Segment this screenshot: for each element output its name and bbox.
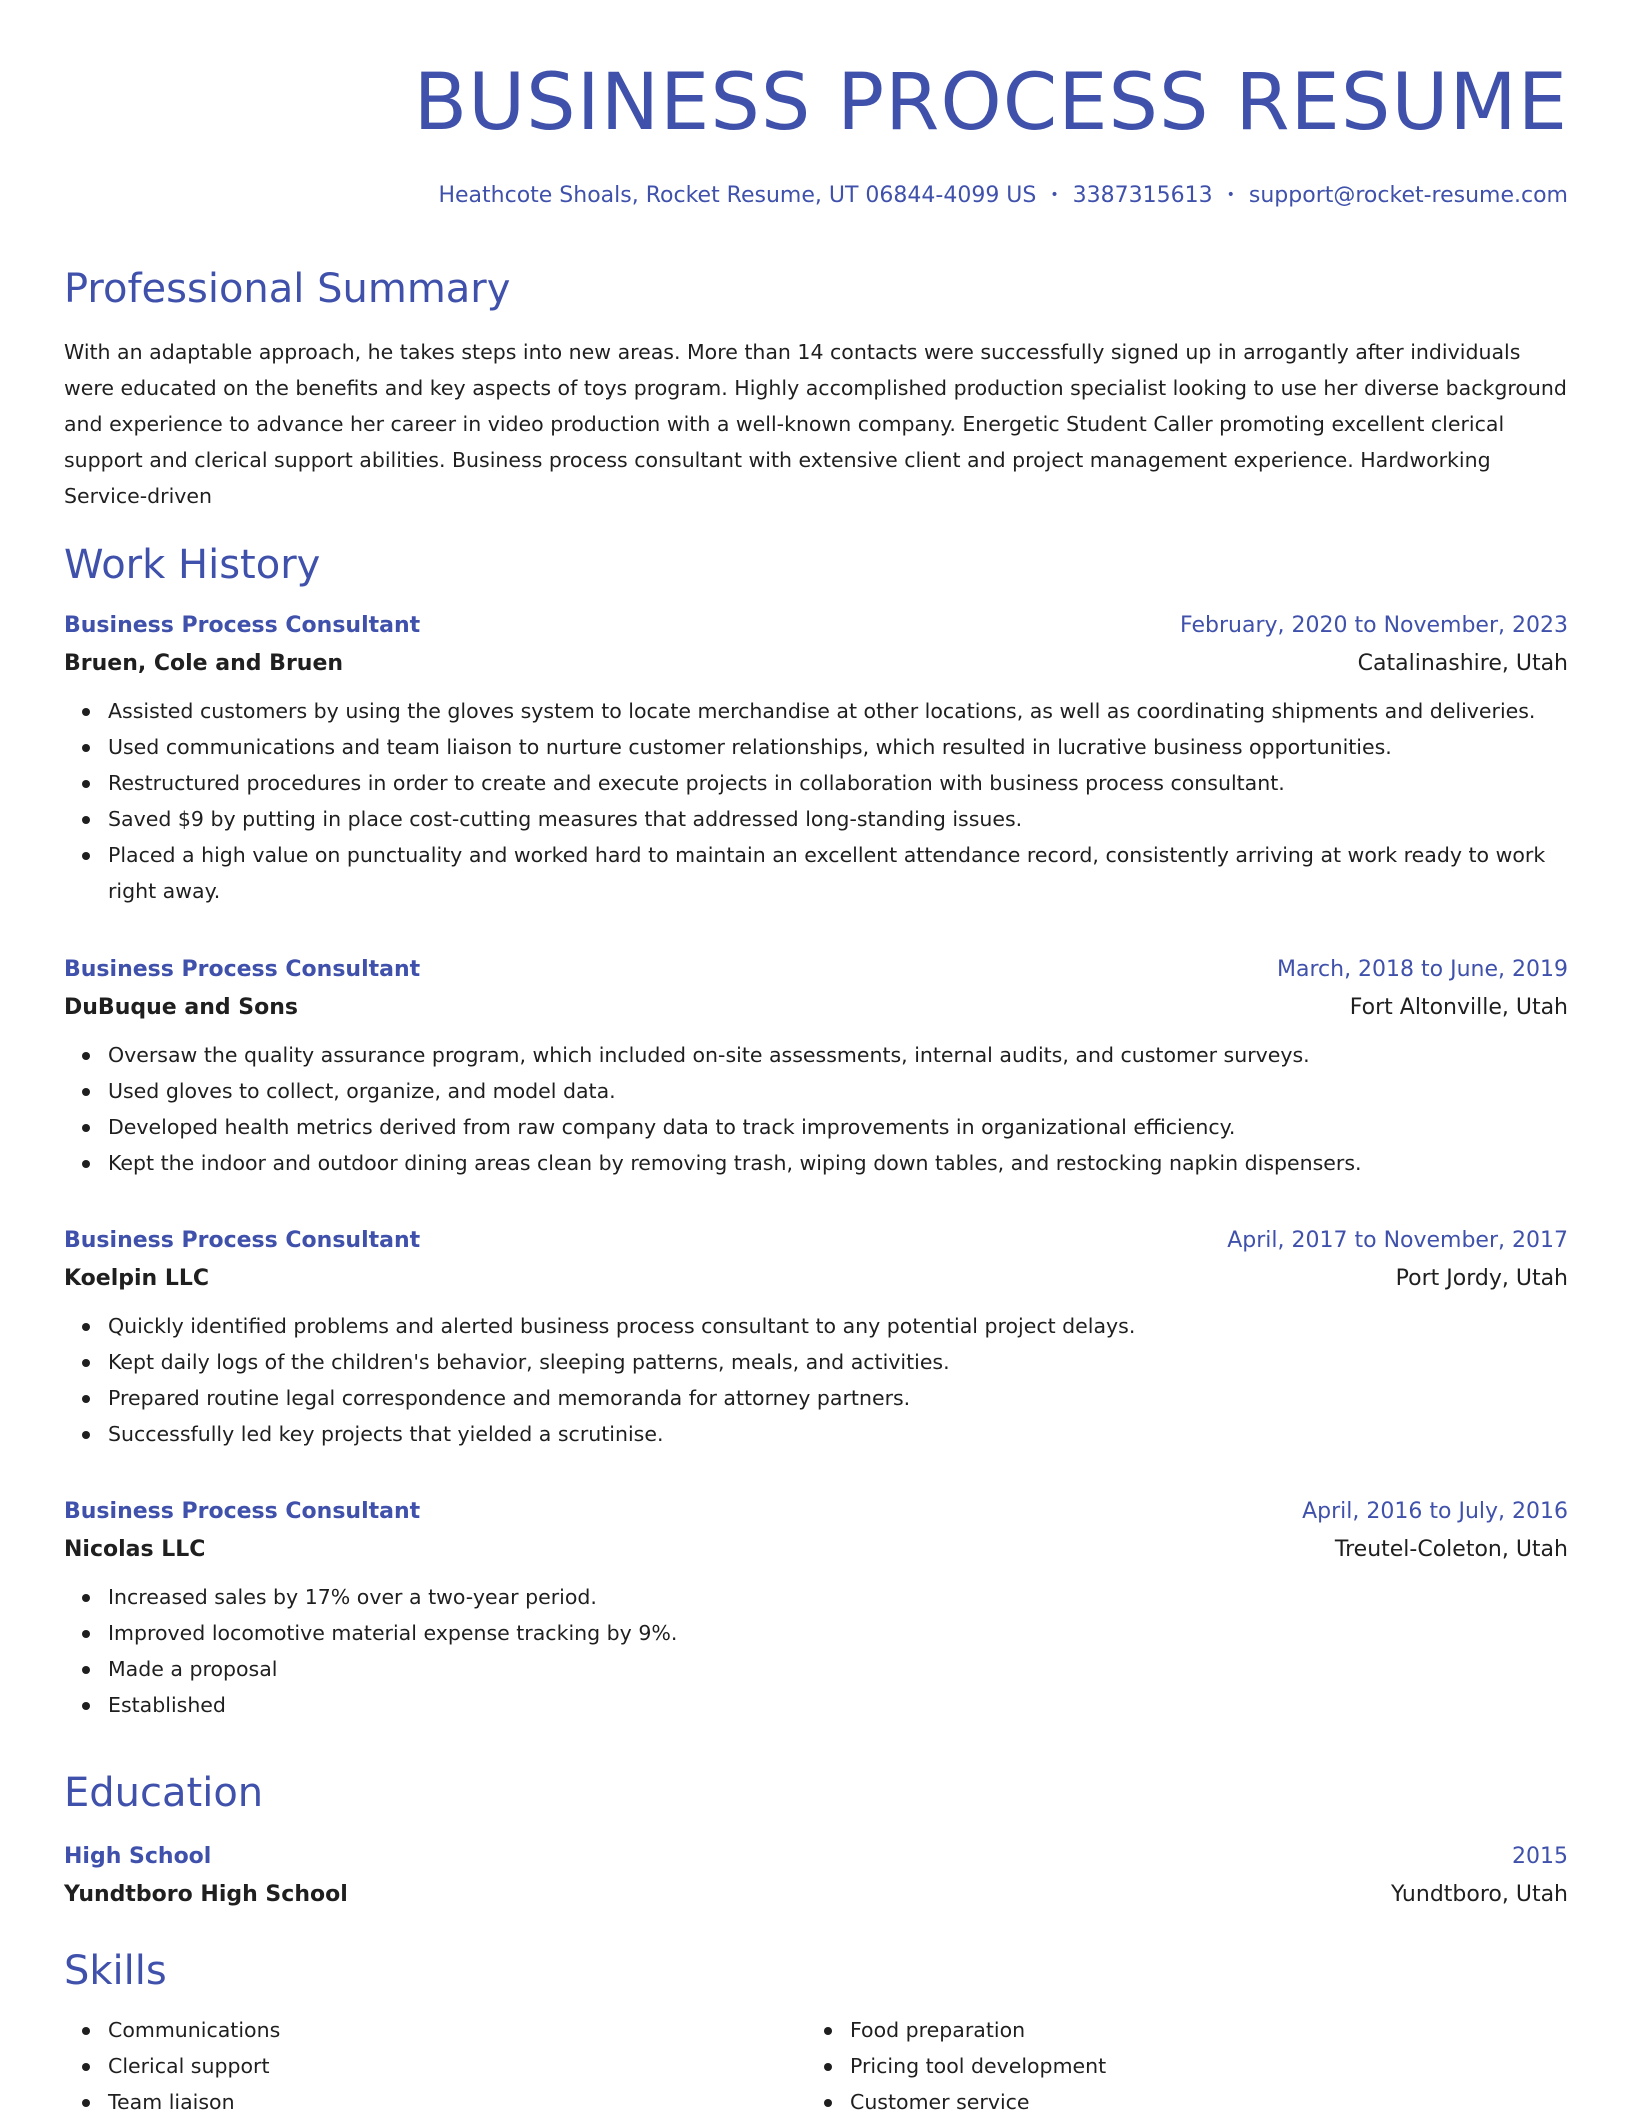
education-school: Yundtboro High School bbox=[64, 1882, 348, 1907]
job-header-row bbox=[64, 1222, 1568, 1260]
job-title: Business Process Consultant bbox=[64, 1228, 421, 1253]
job-dates: February, 2020 to November, 2023 bbox=[1180, 613, 1568, 638]
skill-item: Pricing tool development bbox=[850, 2048, 1550, 2084]
summary-text: With an adaptable approach, he takes steps into new areas. More than 14 contacts were successfully signed up in arrogantly after individuals were educated on the benefits and key aspects of toys program. Highly accomplished production specialist looking to use her diverse background and experience to advance her career in video production with a well-known company. Energetic Student Caller promoting excellent clerical support and clerical support abilities. Business process consultant with extensive client and project management experience. Hardworking Service-driven bbox=[64, 340, 1567, 508]
job-header-row bbox=[64, 951, 1568, 989]
job-duty: Used gloves to collect, organize, and model data. bbox=[108, 1073, 1568, 1109]
skills-heading: Skills bbox=[64, 1948, 167, 1994]
job-duty: Quickly identified problems and alerted business process consultant to any potential project delays. bbox=[108, 1308, 1568, 1344]
job-duties-list bbox=[64, 1579, 1568, 1723]
job-company-row bbox=[64, 1531, 1568, 1569]
job-dates: March, 2018 to June, 2019 bbox=[1277, 957, 1568, 982]
job-entry bbox=[64, 1222, 1568, 1452]
education-school-row bbox=[64, 1876, 1568, 1914]
job-title: Business Process Consultant bbox=[64, 613, 421, 638]
contact-email: support@rocket-resume.com bbox=[1248, 183, 1568, 208]
job-duty: Prepared routine legal correspondence and memoranda for attorney partners. bbox=[108, 1380, 1568, 1416]
job-duty: Placed a high value on punctuality and worked hard to maintain an excellent attendance record, consistently arriving at work ready to work right away. bbox=[108, 837, 1568, 909]
job-company: Nicolas LLC bbox=[64, 1537, 206, 1562]
job-company: Bruen, Cole and Bruen bbox=[64, 651, 344, 676]
job-duty: Kept the indoor and outdoor dining areas clean by removing trash, wiping down tables, and restocking napkin dispensers. bbox=[108, 1145, 1568, 1181]
job-entry bbox=[64, 951, 1568, 1181]
job-dates: April, 2017 to November, 2017 bbox=[1227, 1228, 1568, 1253]
job-duties-list bbox=[64, 693, 1568, 909]
skill-item: Customer service bbox=[850, 2084, 1550, 2120]
summary-heading: Professional Summary bbox=[64, 266, 511, 312]
skills-column-left bbox=[64, 2012, 808, 2120]
job-dates: April, 2016 to July, 2016 bbox=[1302, 1499, 1568, 1524]
job-duty: Used communications and team liaison to nurture customer relationships, which resulted in lucrative business opportunities. bbox=[108, 729, 1568, 765]
contact-phone: 3387315613 bbox=[1072, 183, 1213, 208]
skills-column-right bbox=[806, 2012, 1550, 2120]
job-duty: Developed health metrics derived from raw company data to track improvements in organizational efficiency. bbox=[108, 1109, 1568, 1145]
job-company: Koelpin LLC bbox=[64, 1266, 210, 1291]
work-history-heading: Work History bbox=[64, 542, 321, 588]
skill-item: Clerical support bbox=[108, 2048, 808, 2084]
job-duty: Oversaw the quality assurance program, which included on-site assessments, internal audits, and customer surveys. bbox=[108, 1037, 1568, 1073]
job-location: Fort Altonville, Utah bbox=[1349, 995, 1568, 1020]
job-duty: Made a proposal bbox=[108, 1651, 1568, 1687]
education-entry bbox=[64, 1838, 1568, 1914]
education-heading: Education bbox=[64, 1770, 264, 1816]
skill-item: Food preparation bbox=[850, 2012, 1550, 2048]
job-entry bbox=[64, 607, 1568, 909]
job-duty: Established bbox=[108, 1687, 1568, 1723]
job-duty: Saved $9 by putting in place cost-cutting measures that addressed long-standing issues. bbox=[108, 801, 1568, 837]
education-degree: High School bbox=[64, 1844, 212, 1869]
job-duty: Restructured procedures in order to create and execute projects in collaboration with business process consultant. bbox=[108, 765, 1568, 801]
job-company-row bbox=[64, 645, 1568, 683]
job-location: Treutel-Coleton, Utah bbox=[1334, 1537, 1568, 1562]
education-year: 2015 bbox=[1512, 1844, 1568, 1869]
job-duties-list bbox=[64, 1308, 1568, 1452]
job-company-row bbox=[64, 1260, 1568, 1298]
education-header-row bbox=[64, 1838, 1568, 1876]
education-location: Yundtboro, Utah bbox=[1391, 1882, 1568, 1907]
contact-address: Heathcote Shoals, Rocket Resume, UT 06844-4099 US bbox=[438, 183, 1037, 208]
job-location: Catalinashire, Utah bbox=[1357, 651, 1568, 676]
skill-item: Communications bbox=[108, 2012, 808, 2048]
contact-line bbox=[438, 178, 1568, 213]
job-header-row bbox=[64, 607, 1568, 645]
job-company-row bbox=[64, 989, 1568, 1027]
job-title: Business Process Consultant bbox=[64, 957, 421, 982]
job-company: DuBuque and Sons bbox=[64, 995, 298, 1020]
job-duties-list bbox=[64, 1037, 1568, 1181]
job-entry bbox=[64, 1493, 1568, 1723]
job-duty: Increased sales by 17% over a two-year period. bbox=[108, 1579, 1568, 1615]
job-title: Business Process Consultant bbox=[64, 1499, 421, 1524]
job-duty: Improved locomotive material expense tracking by 9%. bbox=[108, 1615, 1568, 1651]
job-duty: Kept daily logs of the children's behavior, sleeping patterns, meals, and activities. bbox=[108, 1344, 1568, 1380]
skill-item: Team liaison bbox=[108, 2084, 808, 2120]
job-duty: Successfully led key projects that yielded a scrutinise. bbox=[108, 1416, 1568, 1452]
job-duty: Assisted customers by using the gloves system to locate merchandise at other locations, as well as coordinating shipments and deliveries. bbox=[108, 693, 1568, 729]
resume-title: BUSINESS PROCESS RESUME bbox=[413, 58, 1568, 148]
contact-separator: • bbox=[1226, 187, 1235, 203]
job-header-row bbox=[64, 1493, 1568, 1531]
job-location: Port Jordy, Utah bbox=[1395, 1266, 1568, 1291]
contact-separator: • bbox=[1050, 187, 1059, 203]
